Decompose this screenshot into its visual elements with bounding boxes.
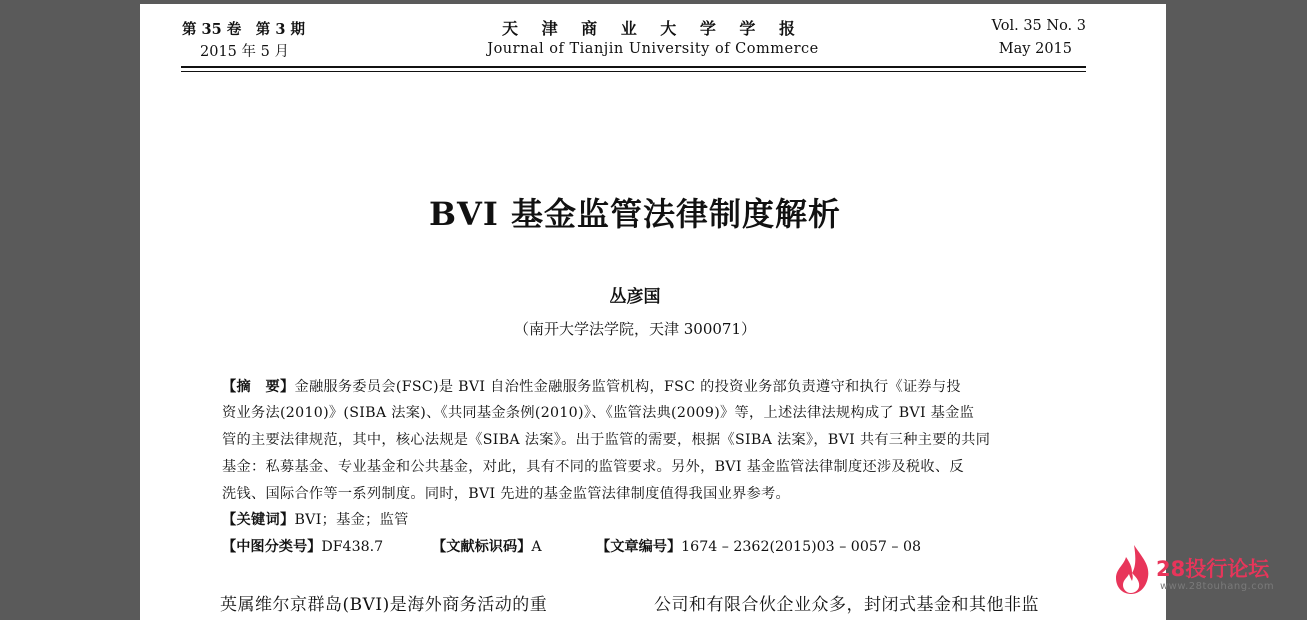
article-number-value: 1674 – 2362(2015)03 – 0057 – 08 [681, 539, 922, 555]
abstract-label: 【摘 要】 [222, 379, 295, 395]
keywords-label: 【关键词】 [222, 512, 295, 528]
abstract-line-4: 基金：私募基金、专业基金和公共基金，对此，具有不同的监管要求。另外，BVI 基金监管法律制度还涉及税收、反 [222, 459, 964, 475]
header-rule-thin [181, 71, 1086, 72]
abstract-line-5: 洗钱、国际合作等一系列制度。同时，BVI 先进的基金监管法律制度值得我国业界参考。 [222, 486, 791, 502]
article-author: 丛彦国 [609, 287, 661, 307]
article-affiliation: （南开大学法学院，天津 300071） [513, 320, 757, 338]
abstract-line-3: 管的主要法律规范，其中，核心法规是《SIBA 法案》。出于监管的需要，根据《SIBA 法案》，BVI 共有三种主要的共同 [222, 432, 991, 448]
watermark-logo [1112, 543, 1282, 599]
body-text-left-column: 英属维尔京群岛(BVI)是海外商务活动的重 [220, 595, 548, 615]
abstract-line-2: 资业务法(2010)》(SIBA 法案)、《共同基金条例(2010)》、《监管法典(2009)》等，上述法律法规构成了 BVI 基金监 [222, 405, 975, 421]
watermark-url: www.28touhang.com [1160, 581, 1275, 592]
abstract-text: 金融服务委员会(FSC)是 BVI 自治性金融服务监管机构，FSC 的投资业务部负责遵守和执行《证券与投 [294, 379, 961, 395]
date-cn: 2015 年 5 月 [200, 44, 289, 60]
date-en: May 2015 [998, 41, 1072, 57]
doc-code-label: 【文献标识码】 [432, 539, 532, 555]
journal-name-cn: 天 津 商 业 大 学 学 报 [502, 19, 804, 38]
keywords-value: BVI；基金；监管 [294, 512, 409, 528]
volume-issue-en: Vol. 35 No. 3 [991, 18, 1086, 34]
article-number-label: 【文章编号】 [596, 539, 682, 555]
document-code [432, 536, 542, 556]
clc-label: 【中图分类号】 [222, 539, 322, 555]
flame-icon [1112, 543, 1154, 595]
paper-page [140, 4, 1166, 620]
header-rule-thick [181, 66, 1086, 68]
clc-number [222, 536, 383, 556]
abstract-line-1 [222, 376, 961, 396]
keywords-line [222, 509, 409, 529]
article-title: BVI 基金监管法律制度解析 [429, 195, 841, 233]
journal-name-en: Journal of Tianjin University of Commerce [487, 41, 819, 57]
doc-code-value: A [531, 539, 542, 555]
volume-issue-cn: 第 35 卷 第 3 期 [182, 21, 305, 38]
article-number [596, 536, 921, 556]
watermark-brand: 28投行论坛 [1156, 557, 1270, 581]
clc-value: DF438.7 [321, 539, 384, 555]
body-text-right-column: 公司和有限合伙企业众多，封闭式基金和其他非监 [654, 595, 1039, 615]
